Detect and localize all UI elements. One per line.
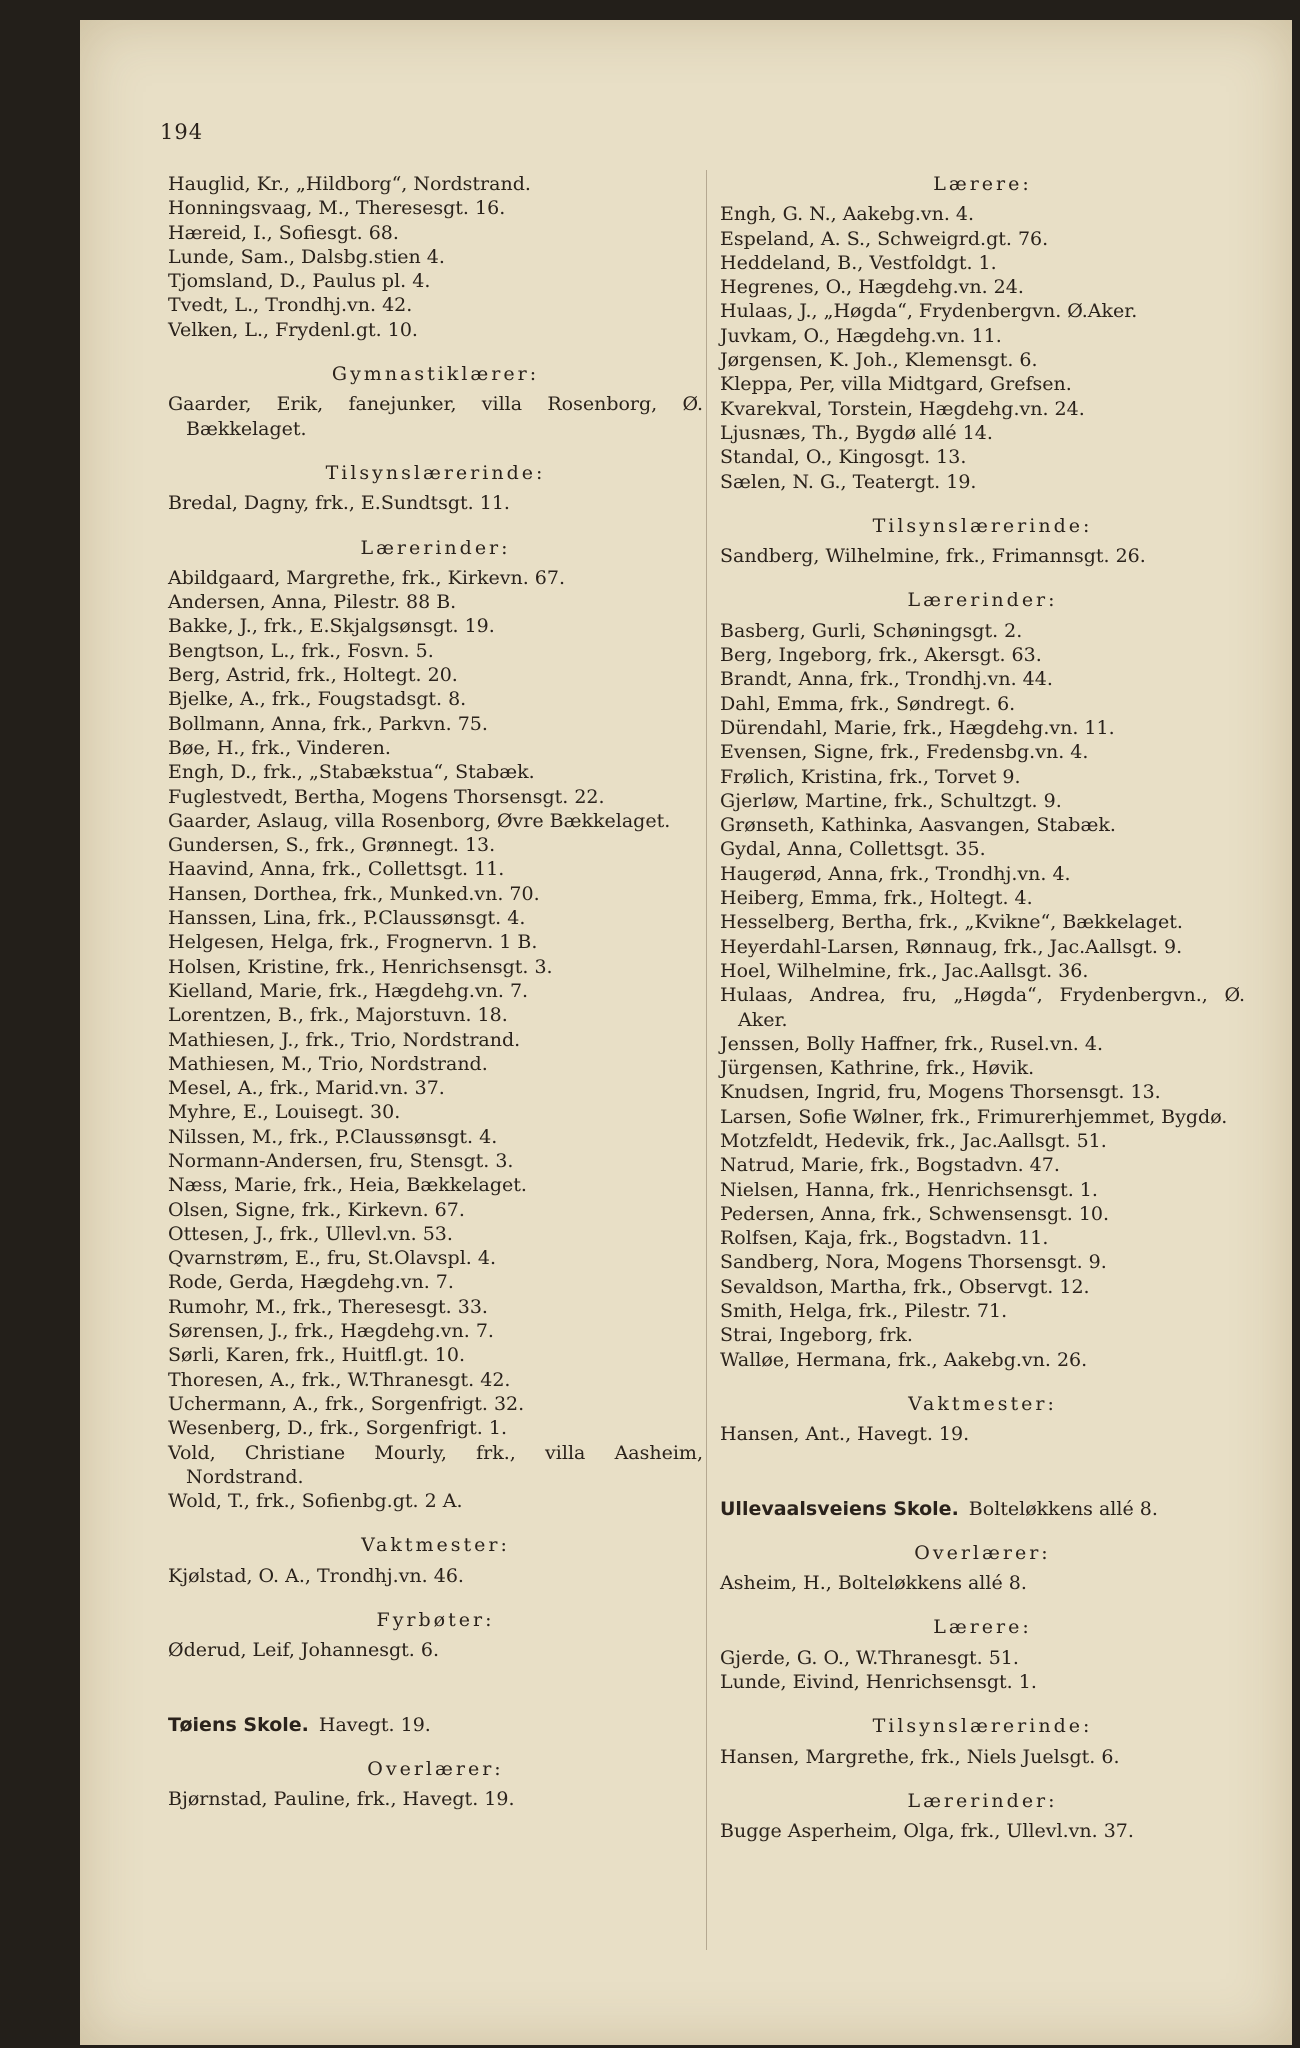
page-number: 194 xyxy=(160,120,204,144)
section-heading: Lærerinder: xyxy=(360,536,511,559)
directory-entry: Gjerde, G. O., W.Thranesgt. 51. xyxy=(720,1646,1019,1669)
directory-page xyxy=(80,20,1292,2045)
left-column xyxy=(168,172,703,1812)
school-address: Havegt. 19. xyxy=(318,1713,431,1736)
directory-entry: Heiberg, Emma, frk., Holtegt. 4. xyxy=(720,887,1033,910)
directory-entry: Hanssen, Lina, frk., P.Claussønsgt. 4. xyxy=(168,907,526,930)
right-column xyxy=(720,172,1245,1844)
directory-entry: Hansen, Dorthea, frk., Munked.vn. 70. xyxy=(168,882,540,905)
directory-entry: Bakke, J., frk., E.Skjalgsønsgt. 19. xyxy=(168,615,495,638)
directory-entry: Bjørnstad, Pauline, frk., Havegt. 19. xyxy=(168,1788,515,1811)
directory-entry: Sørensen, J., frk., Hægdehg.vn. 7. xyxy=(168,1320,494,1343)
directory-entry: Hulaas, J., „Høgda“, Frydenbergvn. Ø.Aker. xyxy=(720,300,1138,323)
directory-entry: Frølich, Kristina, frk., Torvet 9. xyxy=(720,765,1021,788)
section-heading: Vaktmester: xyxy=(361,1534,510,1557)
directory-entry: Engh, G. N., Aakebg.vn. 4. xyxy=(720,203,975,226)
school-heading xyxy=(720,1497,1245,1521)
directory-entry: Mathiesen, J., frk., Trio, Nordstrand. xyxy=(168,1028,521,1051)
directory-entry: Rode, Gerda, Hægdehg.vn. 7. xyxy=(168,1271,454,1294)
directory-entry: Bøe, H., frk., Vinderen. xyxy=(168,736,391,759)
section-heading: Lærere: xyxy=(933,1616,1032,1639)
directory-entry: Hesselberg, Bertha, frk., „Kvikne“, Bækkelaget. xyxy=(720,911,1183,934)
directory-entry: Lunde, Sam., Dalsbg.stien 4. xyxy=(168,245,445,268)
directory-entry: Hegrenes, O., Hægdehg.vn. 24. xyxy=(720,276,1024,299)
section-heading: Lærerinder: xyxy=(907,1789,1058,1812)
directory-entry: Honningsvaag, M., Theresesgt. 16. xyxy=(168,197,506,220)
directory-entry: Kleppa, Per, villa Midtgard, Grefsen. xyxy=(720,373,1072,396)
directory-entry: Olsen, Signe, frk., Kirkevn. 67. xyxy=(168,1198,465,1221)
directory-entry: Larsen, Sofie Wølner, frk., Frimurerhjemmet, Bygdø. xyxy=(720,1105,1228,1128)
directory-entry: Jenssen, Bolly Haffner, frk., Rusel.vn. 4. xyxy=(720,1032,1104,1055)
directory-entry: Berg, Astrid, frk., Holtegt. 20. xyxy=(168,664,458,687)
directory-entry: Gydal, Anna, Collettsgt. 35. xyxy=(720,838,986,861)
directory-entry: Bollmann, Anna, frk., Parkvn. 75. xyxy=(168,712,488,735)
section-heading: Lærerinder: xyxy=(907,589,1058,612)
directory-entry: Rumohr, M., frk., Theresesgt. 33. xyxy=(168,1295,488,1318)
directory-entry: Vold, Christiane Mourly, frk., villa Aasheim, Nordstrand. xyxy=(168,1441,703,1488)
directory-entry: Heyerdahl-Larsen, Rønnaug, frk., Jac.Aallsgt. 9. xyxy=(720,935,1183,958)
directory-entry: Haavind, Anna, frk., Collettsgt. 11. xyxy=(168,858,505,881)
directory-entry: Hansen, Margrethe, frk., Niels Juelsgt. 6. xyxy=(720,1745,1120,1768)
directory-entry: Standal, O., Kingosgt. 13. xyxy=(720,446,967,469)
directory-entry: Hansen, Ant., Havegt. 19. xyxy=(720,1423,970,1446)
directory-entry: Berg, Ingeborg, frk., Akersgt. 63. xyxy=(720,644,1042,667)
directory-entry: Engh, D., frk., „Stabækstua“, Stabæk. xyxy=(168,761,535,784)
directory-entry: Jürgensen, Kathrine, frk., Høvik. xyxy=(720,1057,1035,1080)
directory-entry: Wold, T., frk., Sofienbg.gt. 2 A. xyxy=(168,1490,463,1513)
directory-entry: Fuglestvedt, Bertha, Mogens Thorsensgt. 22. xyxy=(168,785,605,808)
section-heading: Lærere: xyxy=(933,173,1032,195)
directory-entry: Helgesen, Helga, frk., Frognervn. 1 B. xyxy=(168,931,538,954)
directory-entry: Asheim, H., Bolteløkkens allé 8. xyxy=(720,1572,1027,1595)
directory-entry: Næss, Marie, frk., Heia, Bækkelaget. xyxy=(168,1174,527,1197)
school-name: Ullevaalsveiens Skole. xyxy=(720,1497,959,1520)
directory-entry: Rolfsen, Kaja, frk., Bogstadvn. 11. xyxy=(720,1227,1049,1250)
directory-entry: Abildgaard, Margrethe, frk., Kirkevn. 67. xyxy=(168,566,566,589)
directory-entry: Ottesen, J., frk., Ullevl.vn. 53. xyxy=(168,1222,453,1245)
directory-entry: Heddeland, B., Vestfoldgt. 1. xyxy=(720,251,997,274)
directory-entry: Myhre, E., Louisegt. 30. xyxy=(168,1101,401,1124)
directory-entry: Sandberg, Nora, Mogens Thorsensgt. 9. xyxy=(720,1251,1107,1274)
directory-entry: Sælen, N. G., Teatergt. 19. xyxy=(720,470,977,493)
directory-entry: Nielsen, Hanna, frk., Henrichsensgt. 1. xyxy=(720,1178,1098,1201)
directory-entry: Gaarder, Aslaug, villa Rosenborg, Øvre Bækkelaget. xyxy=(168,809,671,832)
directory-entry: Strai, Ingeborg, frk. xyxy=(720,1324,913,1347)
section-heading: Overlærer: xyxy=(914,1541,1051,1564)
directory-entry: Sevaldson, Martha, frk., Observgt. 12. xyxy=(720,1275,1090,1298)
directory-entry: Sørli, Karen, frk., Huitfl.gt. 10. xyxy=(168,1344,466,1367)
school-name: Tøiens Skole. xyxy=(168,1713,309,1736)
directory-entry: Pedersen, Anna, frk., Schwensensgt. 10. xyxy=(720,1202,1110,1225)
directory-entry: Hulaas, Andrea, fru, „Høgda“, Frydenbergvn., Ø. Aker. xyxy=(720,984,1245,1031)
section-heading: Fyrbøter: xyxy=(376,1609,495,1632)
directory-entry: Ljusnæs, Th., Bygdø allé 14. xyxy=(720,421,993,444)
directory-entry: Lunde, Eivind, Henrichsensgt. 1. xyxy=(720,1671,1037,1694)
directory-entry: Kvarekval, Torstein, Hægdehg.vn. 24. xyxy=(720,397,1085,420)
directory-entry: Kielland, Marie, frk., Hægdehg.vn. 7. xyxy=(168,979,529,1002)
directory-entry: Dürendahl, Marie, frk., Hægdehg.vn. 11. xyxy=(720,716,1115,739)
directory-entry: Hæreid, I., Sofiesgt. 68. xyxy=(168,221,399,244)
section-heading: Gymnastiklærer: xyxy=(331,363,540,386)
directory-entry: Lorentzen, B., frk., Majorstuvn. 18. xyxy=(168,1004,508,1027)
directory-entry: Smith, Helga, frk., Pilestr. 71. xyxy=(720,1300,1008,1323)
directory-entry: Sandberg, Wilhelmine, frk., Frimannsgt. 26. xyxy=(720,545,1146,568)
section-heading: Tilsynslærerinde: xyxy=(325,461,546,484)
directory-entry: Thoresen, A., frk., W.Thranesgt. 42. xyxy=(168,1368,511,1391)
directory-entry: Basberg, Gurli, Schøningsgt. 2. xyxy=(720,619,1023,642)
directory-entry: Øderud, Leif, Johannesgt. 6. xyxy=(168,1639,440,1662)
directory-entry: Normann-Andersen, fru, Stensgt. 3. xyxy=(168,1149,514,1172)
directory-entry: Bredal, Dagny, frk., E.Sundtsgt. 11. xyxy=(168,492,510,515)
section-heading: Overlærer: xyxy=(367,1757,504,1780)
directory-entry: Brandt, Anna, frk., Trondhj.vn. 44. xyxy=(720,668,1053,691)
directory-entry: Grønseth, Kathinka, Aasvangen, Stabæk. xyxy=(720,814,1116,837)
directory-entry: Haugerød, Anna, frk., Trondhj.vn. 4. xyxy=(720,862,1071,885)
directory-entry: Espeland, A. S., Schweigrd.gt. 76. xyxy=(720,227,1049,250)
column-divider xyxy=(706,170,707,1950)
directory-entry: Kjølstad, O. A., Trondhj.vn. 46. xyxy=(168,1564,464,1587)
directory-entry: Gaarder, Erik, fanejunker, villa Rosenborg, Ø. Bækkelaget. xyxy=(168,393,703,440)
directory-entry: Jørgensen, K. Joh., Klemensgt. 6. xyxy=(720,349,1038,372)
directory-entry: Tvedt, L., Trondhj.vn. 42. xyxy=(168,294,413,317)
directory-entry: Juvkam, O., Hægdehg.vn. 11. xyxy=(720,324,1002,347)
directory-entry: Hauglid, Kr., „Hildborg“, Nordstrand. xyxy=(168,173,531,195)
directory-entry: Uchermann, A., frk., Sorgenfrigt. 32. xyxy=(168,1392,525,1415)
directory-entry: Mesel, A., frk., Marid.vn. 37. xyxy=(168,1077,445,1100)
directory-entry: Andersen, Anna, Pilestr. 88 B. xyxy=(168,591,457,614)
directory-entry: Gundersen, S., frk., Grønnegt. 13. xyxy=(168,834,496,857)
directory-entry: Bjelke, A., frk., Fougstadsgt. 8. xyxy=(168,688,467,711)
directory-entry: Dahl, Emma, frk., Søndregt. 6. xyxy=(720,692,1016,715)
directory-entry: Tjomsland, D., Paulus pl. 4. xyxy=(168,270,431,293)
section-heading: Tilsynslærerinde: xyxy=(872,1715,1093,1738)
directory-entry: Knudsen, Ingrid, fru, Mogens Thorsensgt. 13. xyxy=(720,1081,1161,1104)
school-address: Bolteløkkens allé 8. xyxy=(968,1497,1158,1520)
directory-entry: Walløe, Hermana, frk., Aakebg.vn. 26. xyxy=(720,1348,1088,1371)
directory-entry: Hoel, Wilhelmine, frk., Jac.Aallsgt. 36. xyxy=(720,959,1089,982)
school-heading xyxy=(168,1713,703,1737)
directory-entry: Qvarnstrøm, E., fru, St.Olavspl. 4. xyxy=(168,1247,496,1270)
directory-entry: Bugge Asperheim, Olga, frk., Ullevl.vn. 37. xyxy=(720,1820,1134,1843)
directory-entry: Holsen, Kristine, frk., Henrichsensgt. 3. xyxy=(168,955,553,978)
section-heading: Vaktmester: xyxy=(908,1392,1057,1415)
directory-entry: Bengtson, L., frk., Fosvn. 5. xyxy=(168,639,434,662)
directory-entry: Gjerløw, Martine, frk., Schultzgt. 9. xyxy=(720,789,1062,812)
directory-entry: Velken, L., Frydenl.gt. 10. xyxy=(168,318,418,341)
directory-entry: Evensen, Signe, frk., Fredensbg.vn. 4. xyxy=(720,741,1089,764)
directory-entry: Mathiesen, M., Trio, Nordstrand. xyxy=(168,1052,488,1075)
directory-entry: Wesenberg, D., frk., Sorgenfrigt. 1. xyxy=(168,1417,507,1440)
section-heading: Tilsynslærerinde: xyxy=(872,514,1093,537)
directory-entry: Nilssen, M., frk., P.Claussønsgt. 4. xyxy=(168,1125,498,1148)
directory-entry: Motzfeldt, Hedevik, frk., Jac.Aallsgt. 51. xyxy=(720,1129,1107,1152)
directory-entry: Natrud, Marie, frk., Bogstadvn. 47. xyxy=(720,1154,1060,1177)
